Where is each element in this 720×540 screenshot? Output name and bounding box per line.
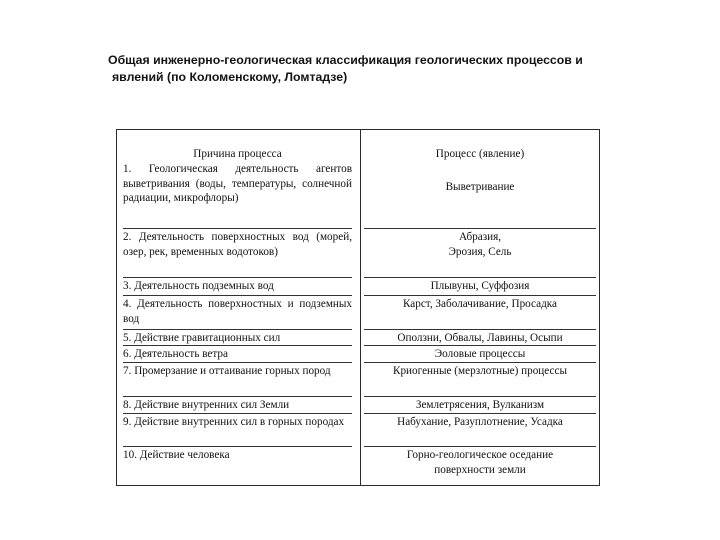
row-divider	[123, 329, 352, 330]
column-divider	[360, 129, 361, 486]
row-divider	[123, 396, 352, 397]
row-divider	[123, 446, 352, 447]
row-6-cause: 6. Деятельность ветра	[123, 348, 228, 360]
row-1-process: Выветривание	[445, 181, 515, 193]
row-8-process: Землетрясения, Вулканизм	[415, 399, 545, 411]
row-divider	[364, 329, 596, 330]
row-divider	[364, 345, 596, 346]
title-line-1: Общая инженерно-геологическая классификация геологических процессов и	[108, 53, 583, 67]
row-divider	[364, 295, 596, 296]
row-divider	[123, 413, 352, 414]
row-8-cause: 8. Действие внутренних сил Земли	[123, 399, 290, 411]
row-7-cause: 7. Промерзание и оттаивание горных пород	[123, 365, 331, 377]
header-process: Процесс (явление)	[435, 148, 525, 160]
row-2-cause: 2. Деятельность поверхностных вод (морей, озер, рек, временных водотоков)	[123, 231, 352, 258]
header-cause: Причина процесса	[193, 148, 282, 160]
row-divider	[123, 295, 352, 296]
row-5-process: Оползни, Обвалы, Лавины, Осыпи	[397, 332, 563, 344]
row-4-cause: 4. Деятельность поверхностных и подземных вод	[123, 298, 352, 325]
row-9-process: Набухание, Разуплотнение, Усадка	[397, 416, 563, 428]
row-divider	[364, 413, 596, 414]
row-divider	[123, 345, 352, 346]
row-5-cause: 5. Действие гравитационных сил	[123, 332, 281, 344]
row-divider	[364, 396, 596, 397]
row-1-cause: 1. Геологическая деятельность агентов выветривания (воды, температуры, солнечной радиации, микрофлоры)	[123, 163, 352, 204]
row-9-cause: 9. Действие внутренних сил в горных породах	[123, 416, 345, 428]
row-divider	[123, 362, 352, 363]
row-divider	[364, 228, 596, 229]
row-10-process	[364, 448, 596, 477]
row-10-cause: 10. Действие человека	[123, 449, 230, 461]
row-2-process-line-1: Абразия,	[458, 231, 502, 243]
row-divider	[364, 277, 596, 278]
row-6-process: Эоловые процессы	[434, 348, 526, 360]
row-2-process-line-2: Эрозия, Сель	[448, 245, 512, 258]
row-7-process: Криогенные (мерзлотные) процессы	[393, 365, 567, 377]
row-divider	[123, 277, 352, 278]
row-divider	[364, 362, 596, 363]
row-divider	[364, 446, 596, 447]
row-10-process-line-2: поверхности земли	[434, 463, 526, 476]
row-divider	[123, 228, 352, 229]
row-3-cause: 3. Деятельность подземных вод	[123, 280, 274, 292]
row-4-process: Карст, Заболачивание, Просадка	[402, 298, 558, 310]
row-10-process-line-1: Горно-геологическое оседание	[406, 449, 554, 461]
row-2-process	[364, 230, 596, 259]
document-title	[108, 52, 668, 86]
row-3-process: Плывуны, Суффозия	[430, 280, 530, 292]
title-line-2: явлений (по Коломенскому, Ломтадзе)	[112, 70, 348, 84]
